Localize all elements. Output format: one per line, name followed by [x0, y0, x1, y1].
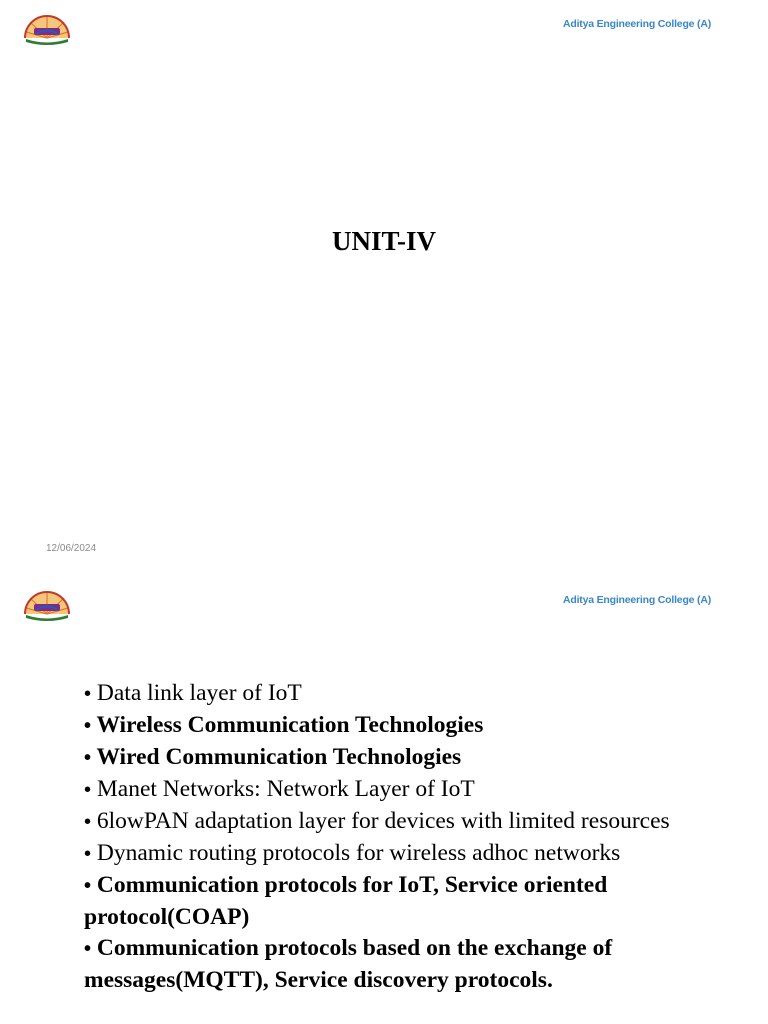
- topic-list: [84, 678, 684, 996]
- college-name: Aditya Engineering College (A): [562, 594, 711, 606]
- bullet-icon: •: [84, 875, 92, 897]
- bullet-icon: •: [84, 843, 92, 865]
- bullet-icon: •: [84, 811, 92, 833]
- college-name: Aditya Engineering College (A): [562, 18, 711, 30]
- bullet-icon: •: [84, 779, 92, 801]
- topic-item: • Wired Communication Technologies: [84, 744, 462, 770]
- topic-item: • Communication protocols based on the exchange of messages(MQTT), Service discovery protocols.: [84, 935, 613, 993]
- slide-title-text: UNIT-IV: [331, 226, 437, 256]
- topic-item: • Dynamic routing protocols for wireless adhoc networks: [84, 840, 621, 866]
- bullet-icon: •: [84, 938, 92, 960]
- topic-item: • Data link layer of IoT: [84, 680, 302, 706]
- slide-topics: [0, 576, 768, 1024]
- bullet-icon: •: [84, 715, 92, 737]
- college-logo-icon: [22, 12, 72, 46]
- bullet-icon: •: [84, 683, 92, 705]
- slide-date: 12/06/2024: [46, 543, 97, 554]
- bullet-icon: •: [84, 747, 92, 769]
- topic-item: • Wireless Communication Technologies: [84, 712, 484, 738]
- topic-item: • Communication protocols for IoT, Service oriented protocol(COAP): [84, 872, 608, 930]
- topic-item: • 6lowPAN adaptation layer for devices with limited resources: [84, 808, 670, 834]
- college-logo-icon: [22, 588, 72, 622]
- topic-item: • Manet Networks: Network Layer of IoT: [84, 776, 475, 802]
